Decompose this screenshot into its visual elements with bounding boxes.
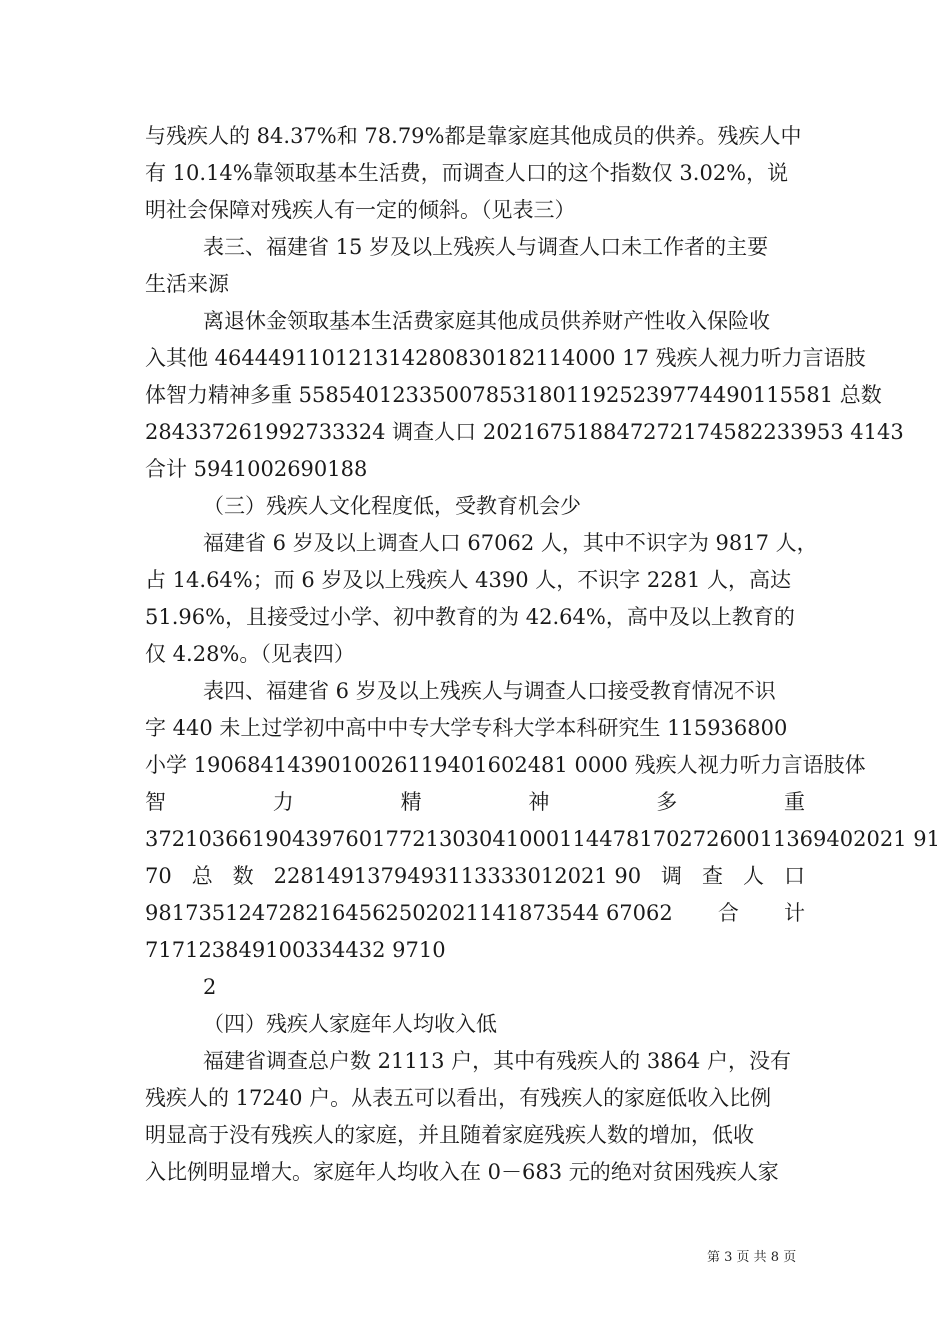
char: 重 xyxy=(783,790,805,814)
paragraph-line: 入比例明显增大。家庭年人均收入在 0－683 元的绝对贫困残疾人家 xyxy=(145,1160,779,1184)
token: 70 xyxy=(145,864,172,888)
char: 数 xyxy=(232,864,254,888)
table-flattened-text: 离退休金领取基本生活费家庭其他成员供养财产性收入保险收 xyxy=(203,309,770,333)
paragraph-line: 残疾人的 17240 户。从表五可以看出，有残疾人的家庭低收入比例 xyxy=(145,1086,772,1110)
char: 合 xyxy=(717,901,739,925)
char: 计 xyxy=(784,901,805,925)
document-body xyxy=(145,118,940,1191)
paragraph-line: 福建省调查总户数 21113 户，其中有残疾人的 3864 户，没有 xyxy=(203,1049,791,1073)
paragraph-line: 占 14.64%；而 6 岁及以上残疾人 4390 人，不识字 2281 人，高达 xyxy=(145,568,792,592)
table-flattened-text: 372103661904397601772130304100011447817027260011369402021 91 xyxy=(145,827,940,851)
char: 力 xyxy=(272,790,294,814)
char: 总 xyxy=(191,864,213,888)
char: 查 xyxy=(702,864,723,888)
char: 精 xyxy=(400,790,422,814)
table-flattened-text: 合计 5941002690188 xyxy=(145,457,368,481)
section-heading: （四）残疾人家庭年人均收入低 xyxy=(203,1012,497,1036)
char: 口 xyxy=(783,864,805,888)
paragraph-line: 明社会保障对残疾人有一定的倾斜。（见表三） xyxy=(145,198,576,222)
table-flattened-text: 体智力精神多重 5585401233500785318011925239774490115581 总数 xyxy=(145,383,882,407)
paragraph-line: 仅 4.28%。（见表四） xyxy=(145,642,355,666)
table-flattened-text: 284337261992733324 调查人口 202167518847272174582233953 4143 xyxy=(145,420,904,444)
table-caption: 表三、福建省 15 岁及以上残疾人与调查人口未工作者的主要 xyxy=(203,235,769,259)
table-flattened-text: 717123849100334432 9710 xyxy=(145,938,446,962)
table-flattened-text: 小学 1906841439010026119401602481 0000 残疾人视力听力言语肢体 xyxy=(145,753,866,777)
table-flattened-justified xyxy=(145,895,805,932)
table-flattened-text: 字 440 未上过学初中高中中专大学专科大学本科研究生 115936800 xyxy=(145,716,788,740)
table-flattened-justified xyxy=(145,858,805,895)
table-flattened-justified xyxy=(145,784,805,821)
char: 调 xyxy=(661,864,683,888)
char: 智 xyxy=(145,790,166,814)
char: 人 xyxy=(742,864,764,888)
table-caption: 表四、福建省 6 岁及以上残疾人与调查人口接受教育情况不识 xyxy=(203,679,776,703)
table-flattened-text: 入其他 464449110121314280830182114000 17 残疾人视力听力言语肢 xyxy=(145,346,866,370)
char: 神 xyxy=(528,790,550,814)
paragraph-line: 有 10.14%靠领取基本生活费，而调查人口的这个指数仅 3.02%，说 xyxy=(145,161,789,185)
table-caption-continued: 生活来源 xyxy=(145,272,229,296)
char: 多 xyxy=(656,790,678,814)
page-number-label: 第 3 页 共 8 页 xyxy=(707,1250,797,1265)
paragraph-line: 福建省 6 岁及以上调查人口 67062 人，其中不识字为 9817 人， xyxy=(203,531,818,555)
token: 2281491379493113333012021 90 xyxy=(273,864,642,888)
token: 9817351247282164562502021141873544 67062 xyxy=(145,901,673,925)
section-heading: （三）残疾人文化程度低，受教育机会少 xyxy=(203,494,581,518)
paragraph-line: 51.96%，且接受过小学、初中教育的为 42.64%，高中及以上教育的 xyxy=(145,605,795,629)
stray-number: 2 xyxy=(203,975,217,999)
paragraph-line: 与残疾人的 84.37%和 78.79%都是靠家庭其他成员的供养。残疾人中 xyxy=(145,124,802,148)
paragraph-line: 明显高于没有残疾人的家庭，并且随着家庭残疾人数的增加，低收 xyxy=(145,1123,754,1147)
